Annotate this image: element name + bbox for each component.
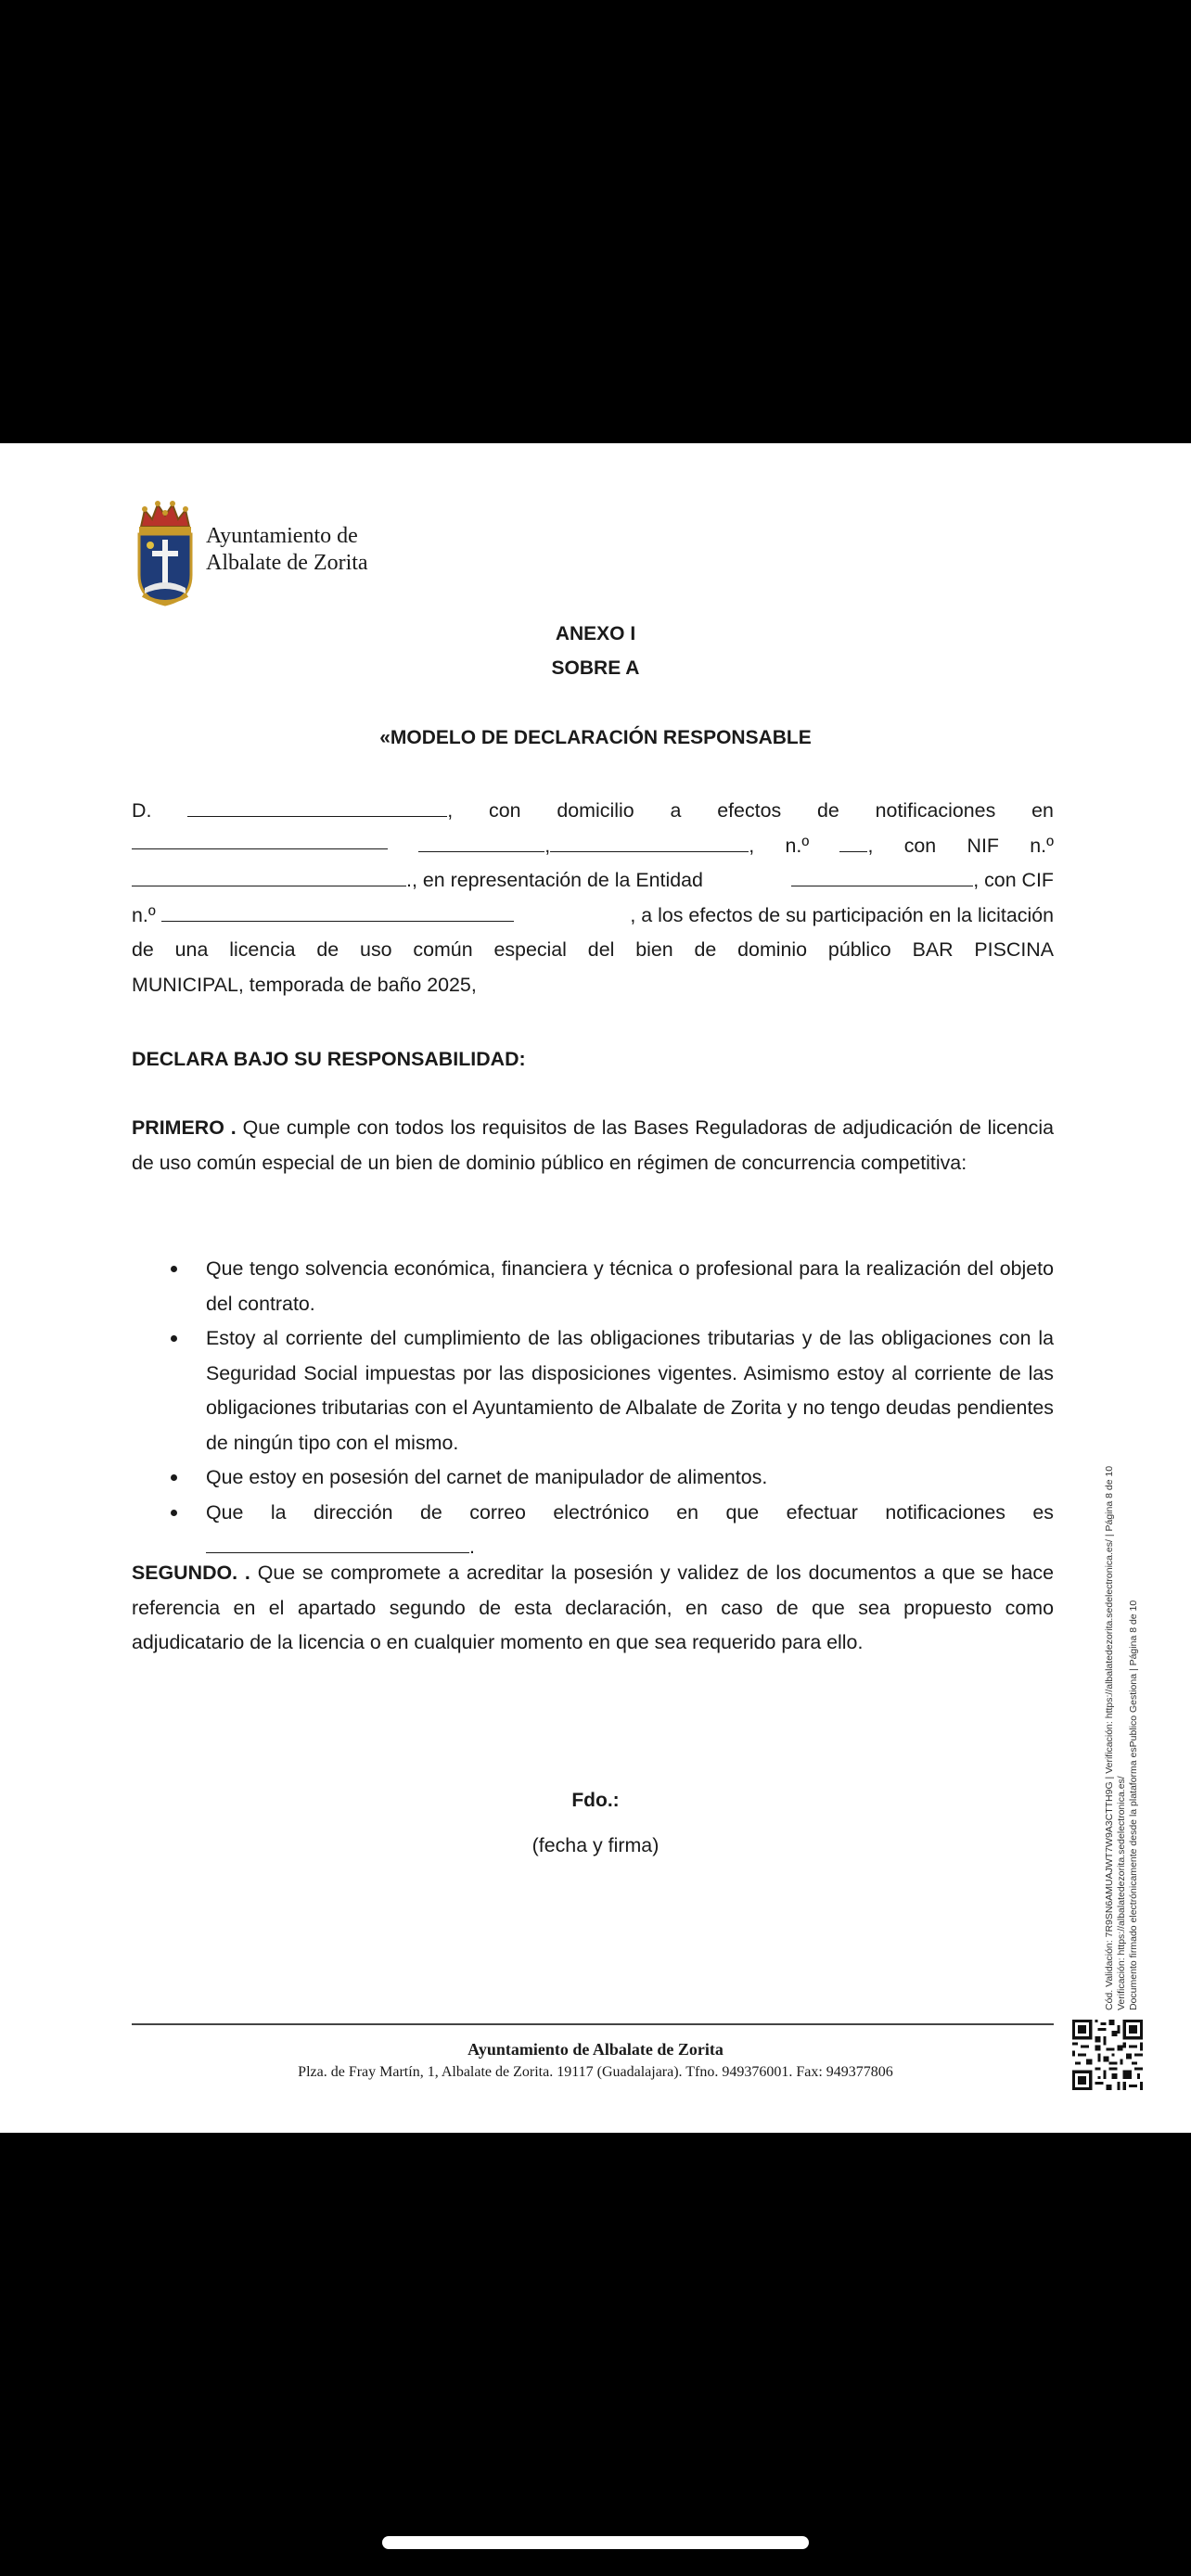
- intro-line-1: [132, 794, 1054, 829]
- verification-sidebar: [1104, 1465, 1143, 2010]
- date-signature-text: (fecha y firma): [531, 1834, 660, 1856]
- first-clause-text: Que cumple con todos los requisitos de las Bases Reguladoras de adjudicación de licencia de uso común especial de un bien de dominio público en régimen de concurrencia competitiva:: [132, 1116, 1054, 1174]
- word: notificaciones: [875, 799, 996, 822]
- cif-blank[interactable]: [161, 901, 514, 922]
- signature-label: Fdo.:: [571, 1790, 620, 1811]
- word: en: [1031, 799, 1054, 822]
- intro-paragraph: [132, 794, 1054, 1002]
- document-page: [0, 443, 1191, 2133]
- org-logo: [132, 499, 368, 608]
- verification-url: Verificación: https://albalatedezorita.sedelectronica.es/: [1116, 1776, 1127, 2010]
- participation-text: , a los efectos de su participación en la licitación: [630, 903, 1054, 926]
- address-blank-2[interactable]: [418, 832, 544, 852]
- word: efectos: [717, 799, 782, 822]
- number-label: n.º: [785, 834, 810, 857]
- list-item-text: Que estoy en posesión del carnet de manipulador de alimentos.: [206, 1466, 768, 1488]
- intro-line-3: [132, 863, 1054, 899]
- second-clause-label: SEGUNDO. .: [132, 1562, 250, 1584]
- list-item: [167, 1496, 1054, 1565]
- first-clause-label: PRIMERO .: [132, 1116, 237, 1139]
- org-name: [206, 523, 368, 577]
- annex-title: ANEXO I: [555, 623, 636, 644]
- word: de: [817, 799, 839, 822]
- list-item: [167, 1252, 1054, 1321]
- validation-code: Cód. Validación: 7R9SN6AMUAJWT7W9A3CTTH9G | Verificación: https://albalatedezorita.sedelectronica.es/ | Página 8 de 10: [1104, 1465, 1115, 2010]
- word: con: [903, 834, 937, 857]
- footer-address: Plza. de Fray Martín, 1, Albalate de Zorita. 19117 (Guadalajara). Tfno. 949376001. Fax: 949377806: [298, 2064, 893, 2080]
- envelope-title: SOBRE A: [551, 657, 640, 679]
- nif-blank[interactable]: [132, 866, 406, 886]
- list-item-text: Estoy al corriente del cumplimiento de las obligaciones tributarias y de las obligaciones con la Seguridad Social impuestas por las disposiciones vigentes. Asimismo estoy al corriente de las obligaciones tributarias con el Ayuntamiento de Albalate de Zorita y no tengo deudas pendientes de ningún tipo con el mismo.: [206, 1327, 1054, 1454]
- org-name-line1: Ayuntamiento de: [206, 524, 358, 548]
- home-indicator[interactable]: [382, 2536, 809, 2549]
- number-label: n.º: [132, 903, 156, 926]
- nif-label: NIF: [967, 834, 999, 857]
- word: con: [489, 799, 521, 822]
- list-item-text: Que la dirección de correo electrónico en que efectuar notificaciones es: [206, 1500, 1054, 1524]
- number-blank[interactable]: [839, 832, 867, 852]
- cif-label: , con CIF: [973, 869, 1054, 891]
- verification-text: [1104, 1465, 1143, 2010]
- word: a: [670, 799, 682, 822]
- intro-line-4: [132, 899, 1054, 934]
- address-blank[interactable]: [132, 829, 388, 849]
- representation-text: ., en representación de la Entidad: [406, 869, 703, 891]
- date-signature-note: [0, 1834, 1191, 1857]
- comma: ,: [544, 834, 551, 857]
- signed-document-note: Documento firmado electrónicamente desde la plataforma esPublico Gestiona | Página 8 de 10: [1128, 1600, 1139, 2010]
- word: domicilio: [557, 799, 634, 822]
- footer-org-name: Ayuntamiento de Albalate de Zorita: [467, 2040, 724, 2059]
- footer-divider: [132, 2023, 1054, 2025]
- intro-line-2: [132, 829, 1054, 864]
- second-clause: [132, 1556, 1054, 1661]
- declaration-heading: DECLARA BAJO SU RESPONSABILIDAD:: [132, 1048, 526, 1070]
- list-item-text: Que tengo solvencia económica, financiera y técnica o profesional para la realización del objeto del contrato.: [206, 1257, 1054, 1315]
- number-label: n.º: [1030, 834, 1054, 857]
- d-label: D.: [132, 799, 152, 822]
- comma: ,: [749, 834, 755, 857]
- first-clause: [132, 1111, 1054, 1180]
- address-blank-3[interactable]: [550, 832, 749, 852]
- period: .: [469, 1536, 475, 1558]
- name-blank[interactable]: [187, 797, 447, 817]
- list-item: [167, 1321, 1054, 1460]
- model-title: «MODELO DE DECLARACIÓN RESPONSABLE: [379, 727, 812, 748]
- second-clause-text: Que se compromete a acreditar la posesión y validez de los documentos a que se hace referencia en el apartado segundo de esta declaración, en caso de que sea propuesto como adjudicatario de la licencia o en cualquier momento en que sea requerido para ello.: [132, 1562, 1054, 1653]
- org-name-line2: Albalate de Zorita: [206, 551, 368, 575]
- list-item: [167, 1460, 1054, 1496]
- intro-line-6: MUNICIPAL, temporada de baño 2025,: [132, 973, 477, 996]
- requirements-list: [167, 1252, 1054, 1565]
- comma: ,: [447, 799, 454, 822]
- intro-line-5: de una licencia de uso común especial del bien de dominio público BAR PISCINA: [132, 938, 1054, 961]
- email-blank[interactable]: [206, 1533, 469, 1553]
- comma: ,: [867, 834, 874, 857]
- coat-of-arms-icon: [132, 499, 198, 608]
- entity-blank[interactable]: [791, 866, 973, 886]
